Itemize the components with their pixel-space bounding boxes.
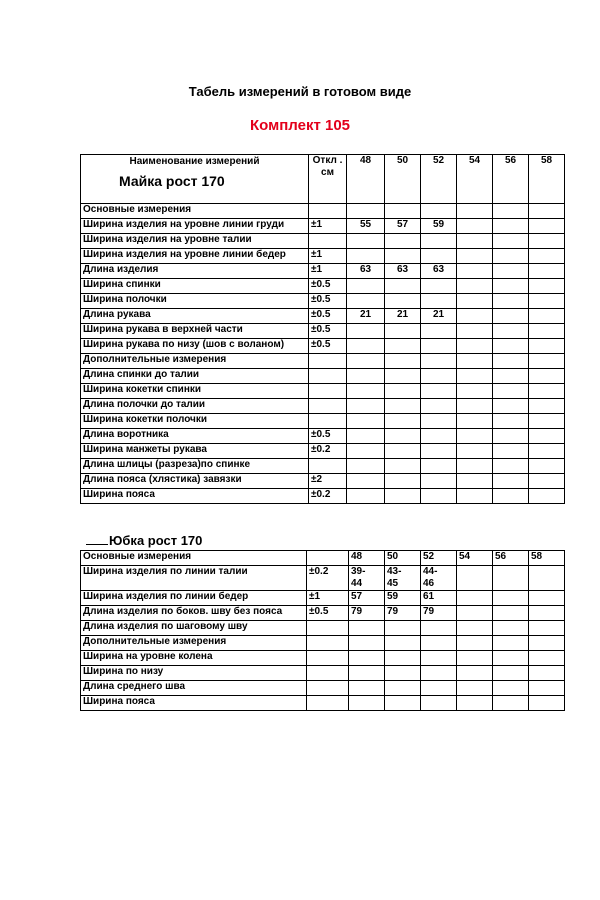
value-cell <box>421 651 457 666</box>
value-cell: 59 <box>385 591 421 606</box>
header-model-label: Майка рост 170 <box>119 173 225 189</box>
value-cell <box>529 429 565 444</box>
value-cell: 55 <box>347 219 385 234</box>
document-subtitle: Комплект 105 <box>250 117 350 134</box>
value-cell <box>421 279 457 294</box>
value-cell <box>421 636 457 651</box>
value-cell <box>421 249 457 264</box>
table-row <box>81 384 565 399</box>
value-cell: 57 <box>385 219 421 234</box>
tolerance-cell: ±0.2 <box>307 566 349 591</box>
measurement-name-cell: Ширина на уровне колена <box>81 651 307 666</box>
value-cell <box>493 474 529 489</box>
table-row <box>81 444 565 459</box>
value-cell <box>529 279 565 294</box>
value-cell <box>385 279 421 294</box>
value-cell <box>493 399 529 414</box>
tolerance-cell <box>307 636 349 651</box>
value-cell <box>347 429 385 444</box>
measurement-name-cell: Длина полочки до талии <box>81 399 309 414</box>
value-cell <box>421 696 457 711</box>
table-row <box>81 354 565 369</box>
tolerance-cell: ±0.2 <box>309 444 347 459</box>
measurement-name-cell: Ширина изделия по линии бедер <box>81 591 307 606</box>
table-row <box>81 666 565 681</box>
value-cell <box>493 489 529 504</box>
table-row <box>81 369 565 384</box>
value-cell <box>529 369 565 384</box>
tolerance-cell <box>307 696 349 711</box>
measurement-name-cell: Дополнительные измерения <box>81 354 309 369</box>
value-cell <box>457 651 493 666</box>
value-cell <box>385 651 421 666</box>
value-cell <box>421 459 457 474</box>
value-cell: 21 <box>385 309 421 324</box>
tolerance-cell <box>307 666 349 681</box>
value-cell <box>385 339 421 354</box>
measurement-name-cell: Ширина кокетки полочки <box>81 414 309 429</box>
table-row <box>81 591 565 606</box>
value-cell <box>493 429 529 444</box>
header-tolerance-cell: Откл . см <box>309 155 347 204</box>
value-cell <box>385 681 421 696</box>
value-cell <box>457 249 493 264</box>
header-tolerance-cell <box>307 551 349 566</box>
value-cell <box>349 666 385 681</box>
value-cell <box>385 474 421 489</box>
table-row <box>81 474 565 489</box>
measurement-name-cell: Ширина изделия на уровне линии груди <box>81 219 309 234</box>
value-cell <box>457 309 493 324</box>
table-row <box>81 651 565 666</box>
value-cell <box>457 219 493 234</box>
header-size-cell: 56 <box>493 551 529 566</box>
value-cell <box>385 384 421 399</box>
value-cell <box>347 324 385 339</box>
skirt-measurements-table <box>80 550 565 711</box>
tolerance-cell <box>309 384 347 399</box>
value-cell <box>493 234 529 249</box>
table-row <box>81 279 565 294</box>
value-cell <box>347 204 385 219</box>
value-cell <box>493 324 529 339</box>
value-cell <box>529 414 565 429</box>
value-cell: 21 <box>421 309 457 324</box>
value-cell <box>421 234 457 249</box>
value-cell <box>421 414 457 429</box>
tolerance-cell: ±0.5 <box>307 606 349 621</box>
value-cell <box>493 354 529 369</box>
value-cell <box>347 489 385 504</box>
value-cell <box>529 264 565 279</box>
value-cell <box>457 681 493 696</box>
tolerance-cell <box>307 621 349 636</box>
value-cell <box>347 459 385 474</box>
measurement-name-cell: Длина среднего шва <box>81 681 307 696</box>
tolerance-cell: ±0.5 <box>309 339 347 354</box>
value-cell <box>457 294 493 309</box>
value-cell <box>385 489 421 504</box>
value-cell <box>493 444 529 459</box>
value-cell <box>493 204 529 219</box>
tolerance-cell <box>307 681 349 696</box>
value-cell <box>529 384 565 399</box>
value-cell <box>493 339 529 354</box>
measurement-name-cell: Ширина рукава в верхней части <box>81 324 309 339</box>
value-cell <box>349 681 385 696</box>
value-cell <box>457 234 493 249</box>
header-size-cell: 54 <box>457 551 493 566</box>
table-row <box>81 219 565 234</box>
header-size-cell: 56 <box>493 155 529 204</box>
header-size-cell: 58 <box>529 551 565 566</box>
value-cell: 59 <box>421 219 457 234</box>
tolerance-cell: ±1 <box>309 219 347 234</box>
value-cell <box>493 219 529 234</box>
tolerance-cell <box>307 651 349 666</box>
value-cell <box>493 369 529 384</box>
value-cell <box>493 606 529 621</box>
measurement-name-cell: Ширина пояса <box>81 489 309 504</box>
value-cell <box>421 204 457 219</box>
value-cell <box>385 444 421 459</box>
value-cell <box>421 681 457 696</box>
value-cell <box>529 399 565 414</box>
value-cell <box>385 249 421 264</box>
measurement-name-cell: Ширина по низу <box>81 666 307 681</box>
measurement-name-cell: Ширина пояса <box>81 696 307 711</box>
value-cell <box>349 636 385 651</box>
value-cell <box>457 264 493 279</box>
value-cell <box>457 429 493 444</box>
value-cell <box>385 234 421 249</box>
value-cell <box>421 399 457 414</box>
value-cell <box>385 369 421 384</box>
value-cell <box>385 414 421 429</box>
table-row <box>81 234 565 249</box>
value-cell <box>421 324 457 339</box>
measurement-name-cell: Длина шлицы (разреза)по спинке <box>81 459 309 474</box>
value-cell: 61 <box>421 591 457 606</box>
measurement-name-cell: Длина рукава <box>81 309 309 324</box>
value-cell <box>493 666 529 681</box>
value-cell: 39- 44 <box>349 566 385 591</box>
value-cell: 21 <box>347 309 385 324</box>
header-name-label: Наименование измерений <box>129 156 260 167</box>
value-cell <box>529 591 565 606</box>
value-cell: 57 <box>349 591 385 606</box>
value-cell <box>385 459 421 474</box>
measurement-name-cell: Длина изделия по боков. шву без пояса <box>81 606 307 621</box>
value-cell <box>529 636 565 651</box>
value-cell <box>493 264 529 279</box>
value-cell <box>529 621 565 636</box>
value-cell <box>529 234 565 249</box>
tolerance-cell: ±0.5 <box>309 309 347 324</box>
tolerance-cell: ±1 <box>309 249 347 264</box>
skirt-title-text: Юбка рост 170 <box>109 533 203 548</box>
value-cell <box>385 294 421 309</box>
tolerance-cell: ±0.5 <box>309 294 347 309</box>
value-cell <box>385 636 421 651</box>
blank-underline <box>86 533 108 545</box>
value-cell <box>529 444 565 459</box>
measurement-name-cell: Ширина рукава по низу (шов с воланом) <box>81 339 309 354</box>
value-cell <box>347 339 385 354</box>
value-cell <box>457 354 493 369</box>
header-size-cell: 48 <box>347 155 385 204</box>
value-cell <box>347 444 385 459</box>
value-cell <box>493 636 529 651</box>
tolerance-cell: ±0.5 <box>309 324 347 339</box>
top-measurements-table <box>80 154 565 504</box>
value-cell <box>529 606 565 621</box>
value-cell <box>347 249 385 264</box>
measurement-name-cell: Основные измерения <box>81 204 309 219</box>
value-cell <box>385 204 421 219</box>
value-cell <box>457 621 493 636</box>
tolerance-cell <box>309 204 347 219</box>
value-cell <box>457 444 493 459</box>
value-cell <box>457 474 493 489</box>
tolerance-cell <box>309 414 347 429</box>
tolerance-cell: ±1 <box>309 264 347 279</box>
value-cell <box>529 566 565 591</box>
value-cell <box>457 489 493 504</box>
value-cell: 79 <box>385 606 421 621</box>
value-cell <box>529 666 565 681</box>
value-cell: 63 <box>385 264 421 279</box>
value-cell <box>347 294 385 309</box>
value-cell <box>493 414 529 429</box>
value-cell <box>457 459 493 474</box>
value-cell: 43- 45 <box>385 566 421 591</box>
table-row <box>81 324 565 339</box>
value-cell <box>421 384 457 399</box>
value-cell <box>493 591 529 606</box>
value-cell <box>457 414 493 429</box>
tolerance-cell: ±2 <box>309 474 347 489</box>
document-title: Табель измерений в готовом виде <box>188 84 412 99</box>
measurement-name-cell: Ширина манжеты рукава <box>81 444 309 459</box>
table-row <box>81 621 565 636</box>
value-cell <box>493 279 529 294</box>
value-cell <box>457 204 493 219</box>
header-size-cell: 54 <box>457 155 493 204</box>
value-cell <box>421 354 457 369</box>
value-cell <box>385 429 421 444</box>
measurement-name-cell: Длина воротника <box>81 429 309 444</box>
value-cell <box>529 249 565 264</box>
value-cell <box>529 459 565 474</box>
measurement-name-cell: Длина спинки до талии <box>81 369 309 384</box>
measurement-name-cell: Дополнительные измерения <box>81 636 307 651</box>
table-row <box>81 339 565 354</box>
value-cell <box>457 279 493 294</box>
value-cell <box>421 294 457 309</box>
value-cell <box>347 369 385 384</box>
value-cell <box>529 204 565 219</box>
value-cell <box>457 606 493 621</box>
value-cell <box>493 681 529 696</box>
value-cell <box>421 339 457 354</box>
table-row <box>81 636 565 651</box>
table-row <box>81 399 565 414</box>
value-cell <box>349 651 385 666</box>
value-cell <box>493 459 529 474</box>
value-cell <box>529 339 565 354</box>
value-cell <box>493 696 529 711</box>
value-cell <box>457 384 493 399</box>
tolerance-cell <box>309 459 347 474</box>
table-row <box>81 606 565 621</box>
value-cell <box>421 474 457 489</box>
value-cell <box>529 474 565 489</box>
value-cell: 63 <box>421 264 457 279</box>
value-cell <box>457 339 493 354</box>
value-cell <box>493 566 529 591</box>
value-cell <box>347 234 385 249</box>
measurement-name-cell: Длина пояса (хлястика) завязки <box>81 474 309 489</box>
table-header-row <box>81 551 565 566</box>
skirt-section-title <box>86 533 202 548</box>
table-row <box>81 489 565 504</box>
value-cell <box>493 621 529 636</box>
value-cell <box>529 354 565 369</box>
value-cell <box>493 651 529 666</box>
value-cell <box>347 474 385 489</box>
value-cell <box>529 489 565 504</box>
value-cell <box>529 681 565 696</box>
measurement-name-cell: Ширина спинки <box>81 279 309 294</box>
measurement-name-cell: Длина изделия по шаговому шву <box>81 621 307 636</box>
value-cell <box>385 666 421 681</box>
value-cell <box>457 696 493 711</box>
value-cell <box>457 369 493 384</box>
value-cell: 79 <box>349 606 385 621</box>
table-row <box>81 249 565 264</box>
measurement-name-cell: Ширина кокетки спинки <box>81 384 309 399</box>
value-cell <box>457 591 493 606</box>
tolerance-cell: ±0.5 <box>309 429 347 444</box>
value-cell <box>457 399 493 414</box>
tolerance-cell: ±0.2 <box>309 489 347 504</box>
table-row <box>81 294 565 309</box>
value-cell <box>529 294 565 309</box>
value-cell <box>457 636 493 651</box>
value-cell <box>385 696 421 711</box>
value-cell <box>385 354 421 369</box>
value-cell <box>421 621 457 636</box>
table-row <box>81 681 565 696</box>
measurement-name-cell: Ширина изделия по линии талии <box>81 566 307 591</box>
value-cell <box>385 621 421 636</box>
value-cell <box>529 651 565 666</box>
header-name-cell: Основные измерения <box>81 551 307 566</box>
value-cell <box>349 696 385 711</box>
value-cell <box>493 309 529 324</box>
table-row <box>81 414 565 429</box>
table-row <box>81 696 565 711</box>
measurement-name-cell: Ширина полочки <box>81 294 309 309</box>
header-size-cell: 52 <box>421 155 457 204</box>
measurement-name-cell: Длина изделия <box>81 264 309 279</box>
table-header-row <box>81 155 565 204</box>
table-row <box>81 264 565 279</box>
tolerance-cell: ±1 <box>307 591 349 606</box>
value-cell <box>349 621 385 636</box>
value-cell <box>529 696 565 711</box>
header-name-cell <box>81 155 309 204</box>
value-cell <box>421 429 457 444</box>
value-cell <box>347 279 385 294</box>
value-cell <box>529 219 565 234</box>
tolerance-cell <box>309 399 347 414</box>
value-cell <box>347 414 385 429</box>
tolerance-cell <box>309 354 347 369</box>
measurement-name-cell: Ширина изделия на уровне талии <box>81 234 309 249</box>
header-size-cell: 58 <box>529 155 565 204</box>
value-cell <box>493 384 529 399</box>
value-cell <box>493 294 529 309</box>
value-cell <box>347 399 385 414</box>
value-cell <box>457 566 493 591</box>
value-cell: 44- 46 <box>421 566 457 591</box>
table-row <box>81 429 565 444</box>
value-cell <box>529 324 565 339</box>
table-row <box>81 566 565 591</box>
value-cell <box>421 489 457 504</box>
value-cell <box>529 309 565 324</box>
tolerance-cell <box>309 369 347 384</box>
value-cell <box>421 444 457 459</box>
header-size-cell: 52 <box>421 551 457 566</box>
value-cell <box>385 399 421 414</box>
value-cell <box>421 369 457 384</box>
value-cell <box>347 384 385 399</box>
value-cell <box>493 249 529 264</box>
value-cell: 63 <box>347 264 385 279</box>
value-cell <box>421 666 457 681</box>
header-size-cell: 50 <box>385 551 421 566</box>
header-size-cell: 50 <box>385 155 421 204</box>
value-cell <box>457 666 493 681</box>
value-cell: 79 <box>421 606 457 621</box>
value-cell <box>347 354 385 369</box>
table-row <box>81 309 565 324</box>
value-cell <box>385 324 421 339</box>
tolerance-cell <box>309 234 347 249</box>
table-row <box>81 459 565 474</box>
measurement-name-cell: Ширина изделия на уровне линии бедер <box>81 249 309 264</box>
header-size-cell: 48 <box>349 551 385 566</box>
table-row <box>81 204 565 219</box>
tolerance-cell: ±0.5 <box>309 279 347 294</box>
value-cell <box>457 324 493 339</box>
